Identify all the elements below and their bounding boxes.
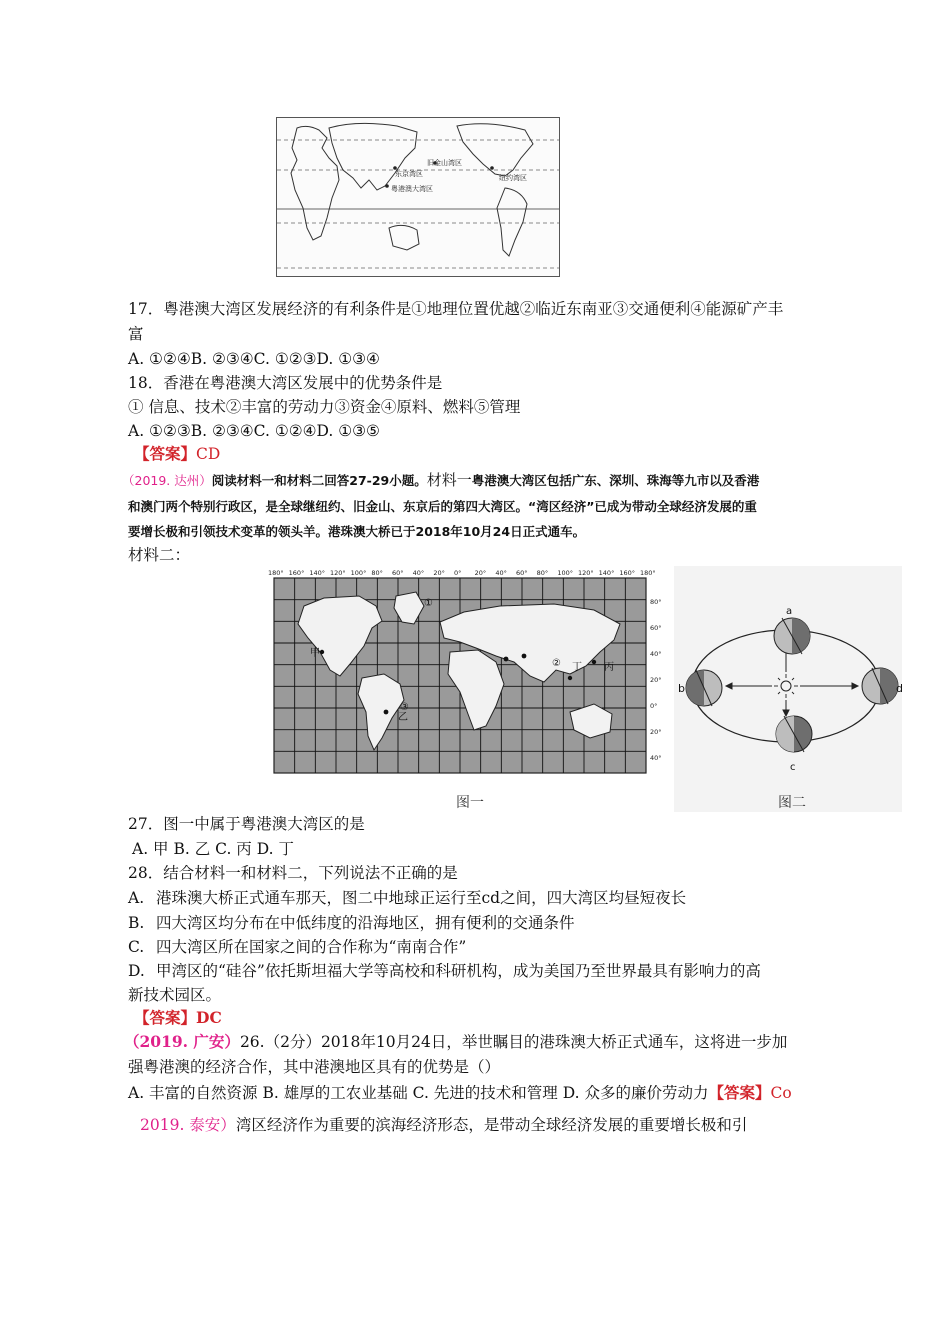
top-tick-label: 80° [536, 569, 549, 577]
place-bing: 丁 [572, 662, 582, 673]
answer2-value: DC [196, 1008, 222, 1027]
top-tick-label: 160° [288, 569, 305, 577]
label-a: a [786, 606, 793, 617]
q28-a-key: A. [128, 889, 145, 907]
right-tick-label: 20° [650, 728, 662, 736]
guangan-options [128, 1081, 792, 1105]
material-two-label: 材料二： [128, 546, 191, 564]
q28-d-text1: 甲湾区的“硅谷”依托斯坦福大学等高校和科研机构，成为美国乃至世界最具有影响力的高 [156, 962, 761, 980]
taian-line [140, 1113, 747, 1137]
q17-stem-line2: 富 [128, 325, 144, 343]
q18-options: A. ①②③B. ②③④C. ①②④D. ①③⑤ [128, 422, 380, 440]
marker-3: ③ [400, 702, 409, 713]
top-tick-label: 100° [557, 569, 574, 577]
q28-option-c [128, 935, 466, 959]
answer2-label: 【答案】 [134, 1008, 197, 1027]
q28-option-a [128, 886, 686, 910]
q28-stem: 28．结合材料一和材料二，下列说法不正确的是 [128, 864, 458, 882]
earth-b [686, 670, 722, 706]
guangan-answer-label: 【答案】 [708, 1083, 771, 1102]
top-tick-label: 80° [371, 569, 383, 577]
taian-source-tag: 2019. 泰安） [140, 1116, 236, 1134]
bay-map-svg [277, 118, 559, 276]
guangan-source-tag: （2019. 广安） [124, 1032, 240, 1051]
figure-two [674, 566, 902, 812]
right-tick-label: 40° [650, 650, 662, 658]
figure-two-caption: 图二 [778, 795, 806, 811]
q27-stem: 27．图一中属于粤港澳大湾区的是 [128, 815, 365, 833]
figure-one-caption: 图一 [456, 795, 484, 811]
top-tick-label: 60° [516, 569, 528, 577]
place-ding: 丙 [604, 662, 614, 673]
q28-b-text: 四大湾区均分布在中低纬度的沿海地区，拥有便利的交通条件 [156, 914, 575, 932]
marker-2: ② [552, 658, 561, 669]
place-yi: 乙 [398, 712, 408, 723]
top-tick-label: 120° [578, 569, 594, 577]
earth-c [776, 716, 812, 752]
q17-options: A. ①②④B. ②③④C. ①②③D. ①③④ [128, 350, 380, 368]
ny-bay-label: 纽约湾区 [499, 174, 527, 182]
label-c: c [790, 762, 796, 773]
material-one-text2: 和澳门两个特别行政区，是全球继纽约、旧金山、东京后的第四大湾区。“湾区经济”已成为带动全球经济发展的重 [128, 499, 757, 514]
top-tick-label: 140° [598, 569, 615, 577]
right-tick-label: 40° [650, 754, 662, 762]
sun [781, 681, 791, 691]
top-tick-label: 40° [412, 569, 425, 577]
answer-value: CD [196, 445, 221, 463]
tokyo-bay-label: 东京湾区 [395, 170, 423, 178]
q28-c-key: C. [128, 938, 145, 956]
q28-a-text: 港珠澳大桥正式通车那天，图二中地球正运行至cd之间，四大湾区均昼短夜长 [156, 889, 687, 907]
material-one-text1: 粤港澳大湾区包括广东、深圳、珠海等九市以及香港 [471, 473, 760, 488]
answer-dc [134, 1006, 222, 1030]
taian-text: 湾区经济作为重要的滨海经济形态，是带动全球经济发展的重要增长极和引 [235, 1116, 748, 1134]
guangan-line1 [124, 1030, 787, 1054]
answer-label: 【答案】 [134, 444, 197, 463]
top-tick-label: 120° [330, 569, 346, 577]
earth-d [862, 668, 898, 704]
q28-b-key: B. [128, 914, 145, 932]
guangan-text1: 26.（2分）2018年10月24日，举世瞩目的港珠澳大桥正式通车，这将进一步加 [239, 1033, 788, 1051]
q18-stem: 18．香港在粤港澳大湾区发展中的优势条件是 [128, 374, 443, 392]
q28-option-d-cont: 新技术园区。 [128, 986, 222, 1004]
dazhou-intro [122, 468, 759, 493]
grid-map-svg [264, 566, 672, 782]
top-tick-label: 40° [495, 569, 507, 577]
guangan-answer-value: Co [770, 1084, 792, 1102]
bay-area-world-map [276, 117, 560, 277]
top-tick-label: 180° [640, 569, 656, 577]
place-jia: 甲 [310, 648, 320, 659]
top-tick-label: 20° [474, 569, 487, 577]
q28-d-key: D. [128, 962, 145, 980]
top-tick-label: 180° [268, 569, 284, 577]
gba-label: 粤港澳大湾区 [391, 185, 433, 193]
top-tick-label: 0° [454, 569, 462, 577]
sf-bay-label: 旧金山湾区 [427, 159, 462, 167]
guangan-line2: 强粤港澳的经济合作，其中港澳地区具有的优势是（） [128, 1058, 501, 1076]
top-tick-label: 140° [309, 569, 326, 577]
guangan-options-text: A. 丰富的自然资源 B. 雄厚的工农业基础 C. 先进的技术和管理 D. 众多的廉价劳动力 [128, 1084, 709, 1102]
q27-options: A. 甲 B. 乙 C. 丙 D. 丁 [132, 840, 294, 858]
top-tick-label: 160° [619, 569, 636, 577]
marker-1: ① [424, 598, 433, 609]
label-b: b [678, 682, 685, 695]
right-tick-label: 20° [650, 676, 662, 684]
orbit-svg [674, 566, 902, 788]
figure-one [264, 566, 672, 812]
material-one-text3: 要增长极和引领技术变革的领头羊。港珠澳大桥已于2018年10月24日正式通车。 [128, 524, 586, 539]
right-tick-label: 80° [650, 598, 662, 606]
top-tick-label: 60° [392, 569, 404, 577]
dazhou-source-tag: （2019. 达州） [122, 473, 212, 488]
label-d: d [896, 682, 903, 695]
answer-cd [134, 442, 220, 466]
q28-c-text: 四大湾区所在国家之间的合作称为“南南合作” [156, 938, 467, 956]
right-tick-label: 60° [650, 624, 662, 632]
top-tick-label: 100° [350, 569, 367, 577]
q28-option-b [128, 911, 575, 935]
earth-a [774, 618, 810, 654]
right-tick-label: 0° [650, 702, 658, 710]
q28-option-d [128, 959, 761, 983]
dazhou-lead: 阅读材料一和材料二回答27-29小题。 [211, 473, 427, 488]
q18-items: ① 信息、技术②丰富的劳动力③资金④原料、燃料⑤管理 [128, 398, 521, 416]
q17-stem-line1: 17．粤港澳大湾区发展经济的有利条件是①地理位置优越②临近东南亚③交通便利④能源矿产丰 [128, 300, 784, 318]
top-tick-label: 20° [433, 569, 445, 577]
material-one-title: 材料一 [426, 471, 472, 489]
